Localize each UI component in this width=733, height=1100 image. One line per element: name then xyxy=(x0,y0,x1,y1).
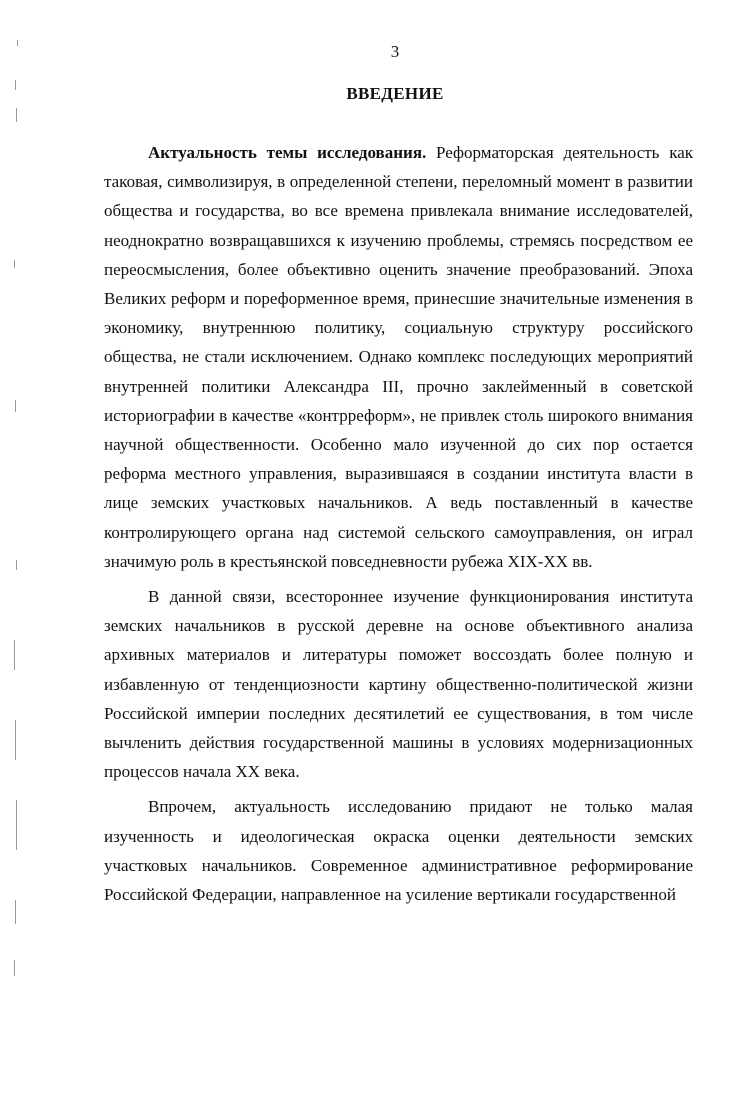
paragraph xyxy=(104,138,693,576)
scan-mark xyxy=(16,800,17,850)
section-heading: ВВЕДЕНИЕ xyxy=(346,84,444,103)
scan-mark xyxy=(14,260,15,268)
body-text xyxy=(104,138,693,909)
scan-mark xyxy=(15,720,16,760)
scan-mark xyxy=(15,900,16,924)
scan-mark xyxy=(15,400,16,412)
paragraph-text: Реформаторская деятельность как таковая, символизируя, в определенной степени, переломный момент в развитии общества и государства, во все времена привлекала внимание исследователей, неоднократно возвращавшихся к изучению проблемы, стремясь посредством ее переосмысления, более объективно оценить значение преобразований. Эпоха Великих реформ и пореформенное время, принесшие значительные изменения в экономику, внутреннюю политику, социальную структуру российского общества, не стали исключением. Однако комплекс последующих мероприятий внутренней политики Александра III, прочно заклейменный в советской историографии в качестве «контрреформ», не привлек столь широкого внимания научной общественности. Особенно мало изученной до сих пор остается реформа местного управления, выразившаяся в создании института власти в лице земских участковых начальников. А ведь поставленный в качестве контролирующего органа над системой сельского самоуправления, он играл значимую роль в крестьянской повседневности рубежа XIX-XX вв. xyxy=(104,143,694,571)
paragraph-lead: Актуальность темы исследования. xyxy=(148,143,427,162)
scan-mark xyxy=(16,560,17,570)
paragraph: Впрочем, актуальность исследованию придают не только малая изученность и идеологическая окраска оценки деятельности земских участковых начальников. Современное административное реформирование Российской Федерации, направленное на усиление вертикали государственной xyxy=(104,797,693,905)
scan-mark xyxy=(16,108,17,122)
paragraph: В данной связи, всестороннее изучение функционирования института земских начальников в русской деревне на основе объективного анализа архивных материалов и литературы поможет воссоздать более полную и избавленную от тенденциозности картину общественно-политической жизни Российской империи последних десятилетий ее существования, в том числе вычленить действия государственной машины в условиях модернизационных процессов начала XX века. xyxy=(104,587,693,782)
scan-mark xyxy=(14,640,15,670)
page-number: 3 xyxy=(390,42,400,61)
scan-mark xyxy=(14,960,15,976)
